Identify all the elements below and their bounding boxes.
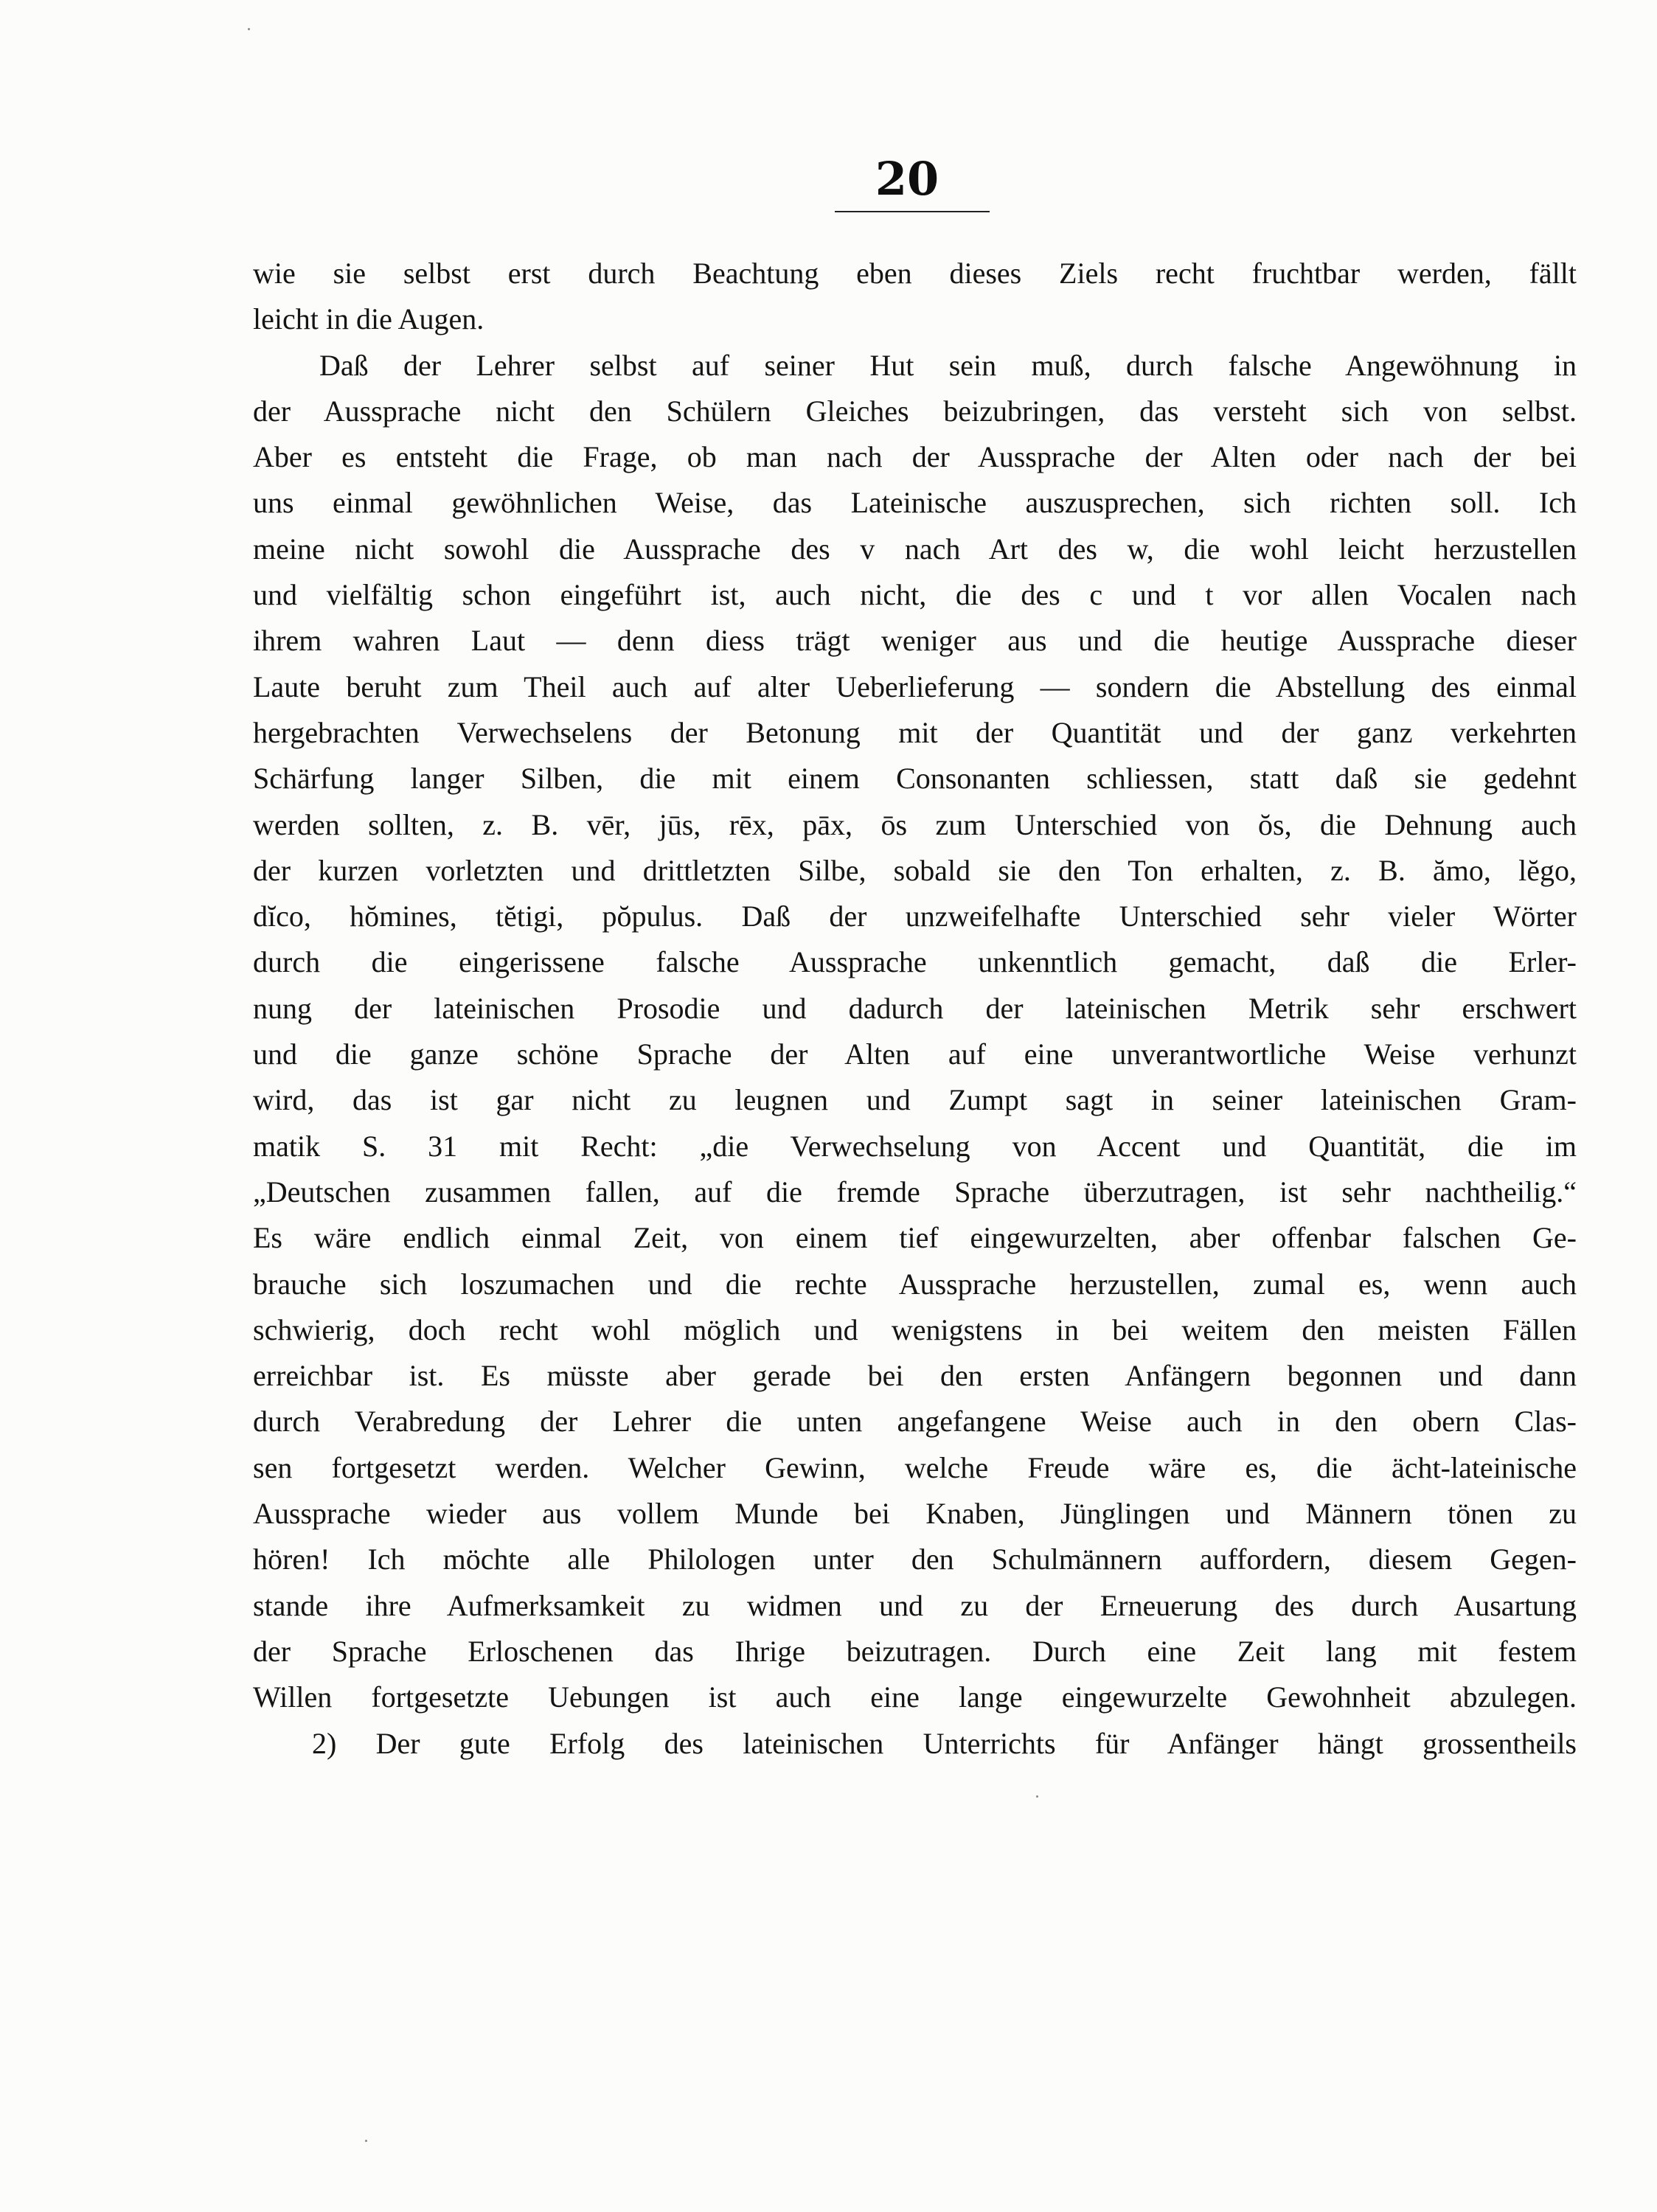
text-line: wie sie selbst erst durch Beachtung eben dieses Ziels recht fruchtbar werden, fällt [253,257,1577,290]
body-text [253,251,1577,1767]
text-line: dĭco, hŏmines, tĕtigi, pŏpulus. Daß der unzweifelhafte Unterschied sehr vieler Wörter [253,900,1577,933]
text-line: schwierig, doch recht wohl möglich und wenigstens in bei weitem den meisten Fällen [253,1312,1577,1346]
text-line: werden sollten, z. B. vēr, jūs, rēx, pāx, ōs zum Unterschied von ŏs, die Dehnung auch [253,807,1577,841]
text-line: hergebrachten Verwechselens der Betonung mit der Quantität und der ganz verkehrten [253,715,1577,749]
scan-speck [248,28,250,30]
text-line: Schärfung langer Silben, die mit einem Consonanten schliessen, statt daß sie gedehnt [253,762,1577,796]
text-line: der Sprache Erloschenen das Ihrige beizutragen. Durch eine Zeit lang mit festem [253,1634,1577,1668]
text-line: sen fortgesetzt werden. Welcher Gewinn, welche Freude wäre es, die ächt-lateinische [253,1450,1577,1484]
text-line: matik S. 31 mit Recht: „die Verwechselung von Accent und Quantität, die im [253,1129,1577,1163]
text-line: stande ihre Aufmerksamkeit zu widmen und zu der Erneuerung des durch Ausartung [253,1588,1577,1622]
scan-speck [1036,1795,1038,1798]
page-number-rule [835,211,990,212]
text-line: Es wäre endlich einmal Zeit, von einem tief eingewurzelten, aber offenbar falschen Ge- [253,1221,1577,1255]
text-line: Aber es entsteht die Frage, ob man nach der Aussprache der Alten oder nach der bei [253,440,1577,474]
text-line: leicht in die Augen. [253,302,484,336]
text-line: und vielfältig schon eingeführt ist, auch nicht, die des c und t vor allen Vocalen nach [253,578,1577,612]
paragraph-start-line: 2) Der gute Erfolg des lateinischen Unterrichts für Anfänger hängt grossentheils [312,1726,1577,1760]
text-line: meine nicht sowohl die Aussprache des v nach Art des w, die wohl leicht herzustellen [253,532,1577,566]
text-line: Laute beruht zum Theil auch auf alter Ueberlieferung — sondern die Abstellung des einmal [253,669,1577,703]
text-line: Willen fortgesetzte Uebungen ist auch eine lange eingewurzelte Gewohnheit abzulegen. [253,1680,1577,1714]
text-line: „Deutschen zusammen fallen, auf die fremde Sprache überzutragen, ist sehr nachtheilig.“ [253,1175,1577,1208]
text-line: wird, das ist gar nicht zu leugnen und Zumpt sagt in seiner lateinischen Gram- [253,1083,1577,1117]
text-line: der kurzen vorletzten und drittletzten Silbe, sobald sie den Ton erhalten, z. B. ămo, lĕgo, [253,853,1577,887]
text-line: durch Verabredung der Lehrer die unten angefangene Weise auch in den obern Clas- [253,1405,1577,1439]
text-line: durch die eingerissene falsche Aussprache unkenntlich gemacht, daß die Erler- [253,945,1577,979]
page-number: 20 [875,152,939,206]
text-line: hören! Ich möchte alle Philologen unter den Schulmännern auffordern, diesem Gegen- [253,1543,1577,1576]
text-line: nung der lateinischen Prosodie und dadurch der lateinischen Metrik sehr erschwert [253,991,1577,1025]
text-line: der Aussprache nicht den Schülern Gleiches beizubringen, das versteht sich von selbst. [253,394,1577,428]
text-line: ihrem wahren Laut — denn diess trägt weniger aus und die heutige Aussprache dieser [253,624,1577,658]
text-line: uns einmal gewöhnlichen Weise, das Lateinische auszusprechen, sich richten soll. Ich [253,486,1577,520]
paragraph-start-line: Daß der Lehrer selbst auf seiner Hut sein muß, durch falsche Angewöhnung in [319,348,1577,382]
scan-speck [365,2140,367,2142]
text-line: und die ganze schöne Sprache der Alten auf eine unverantwortliche Weise verhunzt [253,1037,1577,1071]
text-line: brauche sich loszumachen und die rechte Aussprache herzustellen, zumal es, wenn auch [253,1267,1577,1301]
text-line: Aussprache wieder aus vollem Munde bei Knaben, Jünglingen und Männern tönen zu [253,1497,1577,1531]
text-line: erreichbar ist. Es müsste aber gerade bei den ersten Anfängern begonnen und dann [253,1359,1577,1393]
